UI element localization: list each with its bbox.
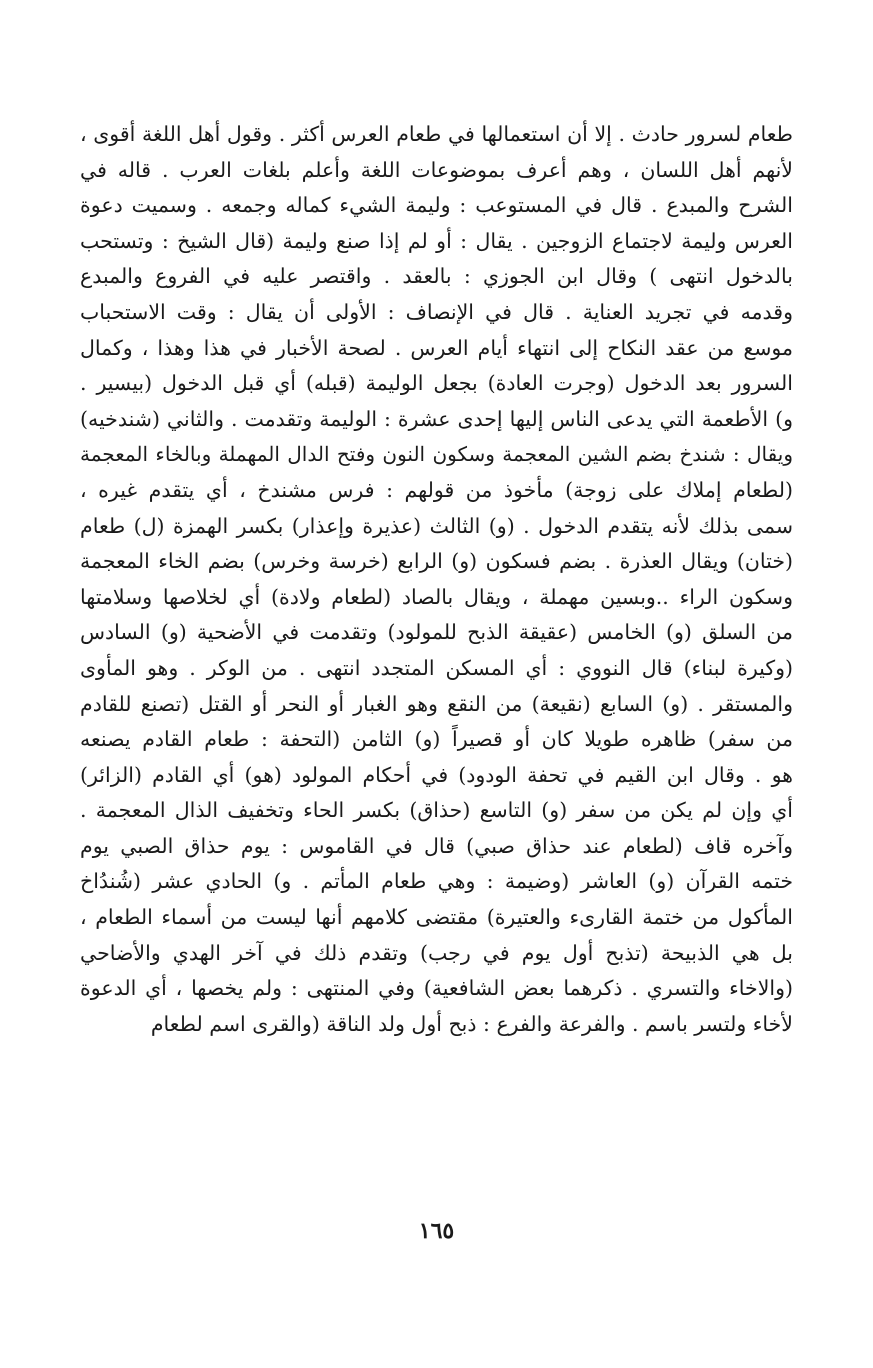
text-line: (ختان) ويقال العذرة . بضم فسكون (و) الرابع (خرسة وخرس) بضم الخاء المعجمة [80,549,793,574]
text-line: أي وإن لم يكن من سفر (و) التاسع (حذاق) بكسر الحاء وتخفيف الذال المعجمة . [80,798,793,823]
text-line: ويقال : شندخ بضم الشين المعجمة وسكون النون وفتح الدال المهملة وبالخاء المعجمة [80,442,793,467]
text-line: (لطعام إملاك على زوجة) مأخوذ من قولهم : فرس مشندخ ، أي يتقدم غيره ، [80,477,793,502]
text-line: طعام لسرور حادث . إلا أن استعمالها في طعام العرس أكثر . وقول أهل اللغة أقوى ، [80,122,793,146]
body-text [80,117,793,1042]
text-line: موسع من عقد النكاح إلى انتهاء أيام العرس . لصحة الأخبار في هذا وهذا ، وكمال [80,335,793,360]
text-line: من السلق (و) الخامس (عقيقة الذبح للمولود) وتقدمت في الأضحية (و) السادس [80,620,793,645]
text-line: ختمه القرآن (و) العاشر (وضيمة : وهي طعام المأتم . و) الحادي عشر (شُندُاخ [80,869,793,894]
text-line: لأنهم أهل اللسان ، وهم أعرف بموضوعات اللغة وأعلم بلغات العرب . قاله في [80,157,793,182]
text-line: وآخره قاف (لطعام عند حذاق صبي) قال في القاموس : يوم حذاق الصبي يوم [80,833,793,858]
text-line: وسكون الراء ..وبسين مهملة ، ويقال بالصاد (لطعام ولادة) أي لخلاصها وسلامتها [80,584,793,609]
text-line: سمى بذلك لأنه يتقدم الدخول . (و) الثالث (عذيرة وإعذار) بكسر الهمزة (ل) طعام [80,513,793,538]
text-line: الشرح والمبدع . قال في المستوعب : وليمة الشيء كماله وجمعه . وسميت دعوة [80,193,793,218]
text-line: هو . وقال ابن القيم في تحفة الودود) في أحكام المولود (هو) أي القادم (الزائر) [80,762,793,787]
text-line: و) الأطعمة التي يدعى الناس إليها إحدى عشرة : الوليمة وتقدمت . والثاني (شندخيه) [80,406,793,431]
text-line: بل هي الذبيحة (تذبح أول يوم في رجب) وتقدم ذلك في آخر الهدي والأضاحي [80,940,793,965]
text-line: السرور بعد الدخول (وجرت العادة) بجعل الوليمة (قبله) أي قبل الدخول (بيسير . [80,371,793,396]
text-line: المأكول من ختمة القارىء والعتيرة) مقتضى كلامهم أنها ليست من أسماء الطعام ، [80,905,793,930]
page-number: ١٦٥ [418,1218,455,1244]
text-line: العرس وليمة لاجتماع الزوجين . يقال : أو لم إذا صنع وليمة (قال الشيخ : وتستحب [80,228,793,253]
text-line: وقدمه في تجريد العناية . قال في الإنصاف : الأولى أن يقال : وقت الاستحباب [80,299,793,324]
text-line: (والاخاء والتسري . ذكرهما بعض الشافعية) وفي المنتهى : ولم يخصها ، أي الدعوة [80,976,793,1001]
text-line: بالدخول انتهى ) وقال ابن الجوزي : بالعقد . واقتصر عليه في الفروع والمبدع [80,264,793,289]
text-line: من سفر) ظاهره طويلا كان أو قصيراً (و) الثامن (التحفة : طعام القادم يصنعه [80,727,793,752]
text-line: (وكيرة لبناء) قال النووي : أي المسكن المتجدد انتهى . من الوكر . وهو المأوى [80,655,793,680]
text-line: لأخاء ولتسر باسم . والفرعة والفرع : ذبح أول ولد الناقة (والقرى اسم لطعام [150,1011,793,1036]
text-line: والمستقر . (و) السابع (نقيعة) من النقع وهو الغبار أو النحر أو القتل (تصنع للقادم [80,691,793,716]
